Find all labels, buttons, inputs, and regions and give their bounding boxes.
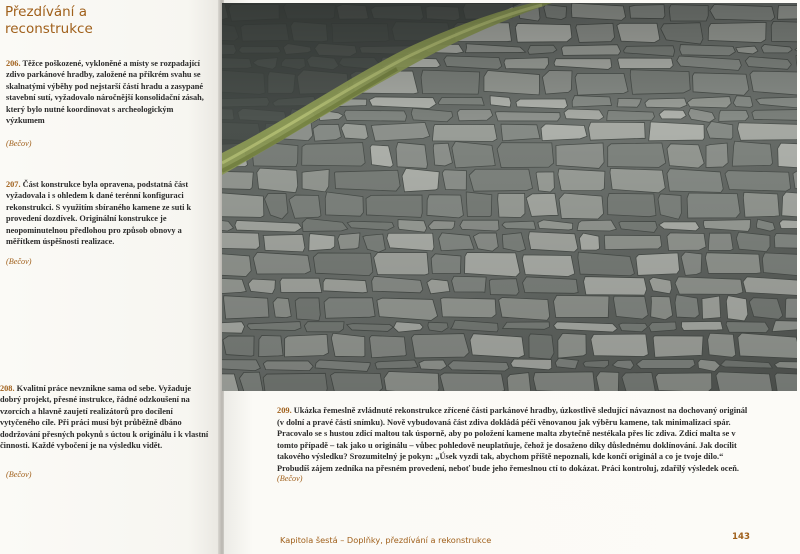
caption-source: (Bečov) bbox=[277, 474, 303, 483]
caption-text: Část konstrukce byla opravena, podstatná část vyžadovala i s ohledem k dané terénní konfiguraci rekonstrukci. S využitím sbíraného kamene ze suti k provedení dozdívek. Originální konstrukce je neopominutelnou předlohou pro způsob obnovy a měřítkem úspěšnosti realizace. bbox=[6, 180, 192, 247]
caption-207 bbox=[6, 179, 212, 247]
caption-208 bbox=[0, 383, 212, 451]
caption-source: (Bečov) bbox=[6, 470, 32, 479]
caption-number: 207. bbox=[6, 180, 21, 189]
caption-text: Ukázka řemeslně zvládnuté rekonstrukce zřícené části parkánové hradby, úzkostlivě sledující návaznost na dochovaný originál (v dolní a pravé části snímku). Nově vybudovaná část zdiva dokládá péči věnovanou jak výběru kamene, tak minimalizaci spár. Pracovalo se s hustou zdicí maltou tak úsporně, aby po položení kamene malta zbytečně nestékala přes líc zdiva. Zdicí malta se v tomto případě – tak jako u originálu – vůbec pohledově neuplatňuje, čehož je dosaženo díky důslednému doklínování. Jak docílit takového výsledku? Srozumitelný je pokyn: „Úsek vyzdi tak, abychom příště nepoznali, kde končí originál a co je tvoje dílo.“ Probudíš zájem zedníka na přesném provedení, neboť bude jeho řemeslnou ctí to dokázat. Práci kontroluj, zdařilý výsledek oceň. bbox=[277, 406, 748, 473]
stone-wall-photo bbox=[222, 3, 797, 391]
caption-number: 206. bbox=[6, 59, 21, 68]
caption-text: Kvalitní práce nevzniknе sama od sebe. Vyžaduje dobrý projekt, přesné instrukce, řádné odzkoušení na vzorcích a hlavně zaujetí realizátorů pro docílení vytyčeného cíle. Při práci musí být průběžně dbáno dodržování přesných pokynů s úctou k originálu i k vlastní činnosti. Každé vybočení je na výsledku vidět. bbox=[0, 384, 209, 451]
caption-number: 208. bbox=[0, 384, 15, 393]
page-number: 143 bbox=[732, 532, 750, 542]
section-title: Přezdívání a reconstrukce bbox=[5, 4, 93, 37]
caption-source: (Bečov) bbox=[6, 257, 32, 266]
caption-number: 209. bbox=[277, 406, 292, 415]
running-footer: Kapitola šestá – Doplňky, přezdívání a rekonstrukce bbox=[280, 535, 492, 545]
left-page bbox=[0, 0, 221, 554]
caption-source: (Bečov) bbox=[6, 139, 32, 148]
caption-206 bbox=[6, 58, 212, 126]
caption-text: Těžce poškozené, vykloněné a místy se rozpadající zdivo parkánové hradby, založené na příkrém svahu se skalnatými výběhy pod nejstarší částí hradu a zasypané stavební sutí, vyžadovalo náročnější konsolidační zásah, který bylo nutné koordinovat s archeologickým výzkumem bbox=[6, 59, 204, 126]
caption-209 bbox=[277, 405, 753, 475]
